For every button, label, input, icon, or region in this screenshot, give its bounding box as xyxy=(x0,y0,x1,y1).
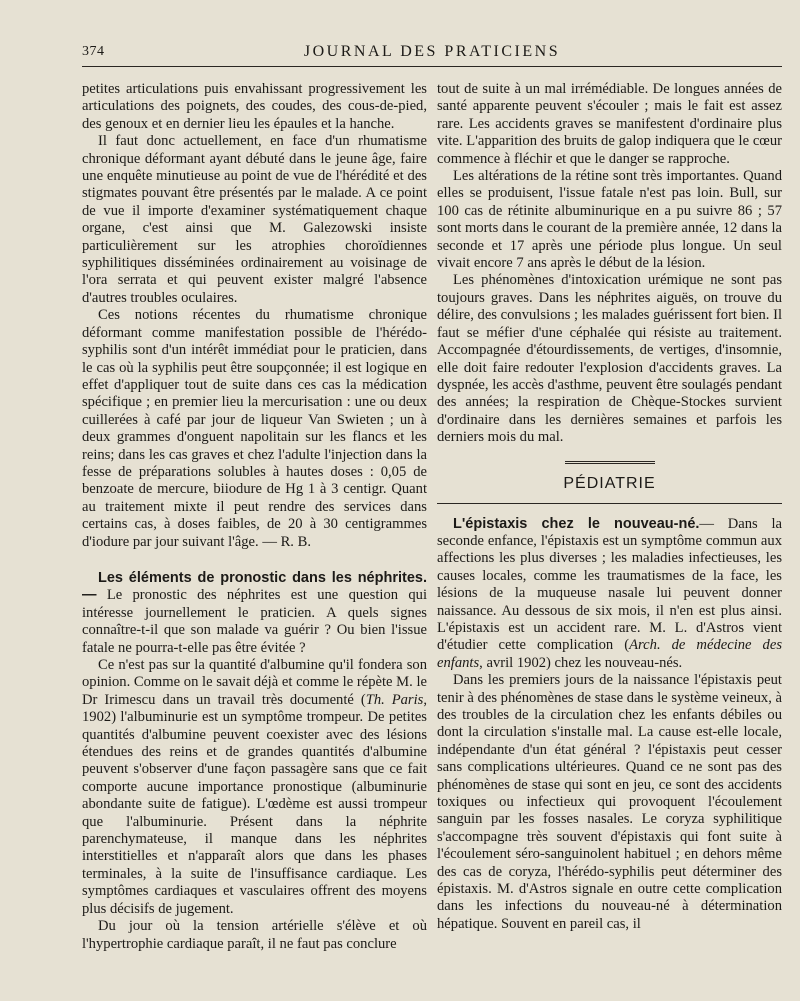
section-header-pediatrie xyxy=(437,461,782,504)
paragraph: tout de suite à un mal irrémédiable. De longues années de santé apparente peuvent s'écouler ; mais le fait est assez rare. Les accidents graves se manifestent d'ordinaire plus vite. L'apparition des bruits de galop indiquera que le cœur commence à fléchir et que le danger se rapproche. xyxy=(437,81,782,167)
rule-divider xyxy=(437,503,782,504)
right-column xyxy=(437,81,782,953)
paragraph: Ce n'est pas sur la quantité d'albumine qu'il fondera son opinion. Comme on le savait déjà et comme le répète M. le Dr Irimescu dans un travail très documenté (Th. Paris, 1902) l'albuminurie est un symptôme trompeur. De petites quantités d'albumine peuvent coexister avec des lésions étendues des reins et de grandes quantités d'albumine peuvent s'observer d'une façon passagère sans que ce fait comporte aucune importance pronostique (albuminurie abondante suite de fatigue). L'œdème est aussi trompeur que l'albuminurie. Présent dans la néphrite parenchymateuse, il manque dans les néphrites interstitielles et n'apparaît alors que dans les phases terminales, à la suite de l'insuffisance cardiaque. Les symptômes cardiaques et vasculaires offrent des moyens plus décisifs de jugement. xyxy=(82,657,427,917)
article-heading-epistaxis: L'épistaxis chez le nouveau-né.— Dans la seconde enfance, l'épistaxis est un symptôme commun aux affections les plus diverses ; les maladies infectieuses, les causes locales, comme les traumatismes de la face, les lésions de la muqueuse nasale lui peuvent donner naissance. Au dessous de six mois, il n'en est plus ainsi. L'épistaxis est un accident rare. M. L. d'Astros vient d'étudier cette complication (Arch. de médecine des enfants, avril 1902) chez les nouveau-nés. xyxy=(437,515,783,671)
page-number: 374 xyxy=(82,44,105,59)
article-heading-nephrites xyxy=(82,570,427,657)
page-header xyxy=(82,40,782,67)
paragraph: Les altérations de la rétine sont très importantes. Quand elles se produisent, l'issue fatale n'est pas loin. Bull, sur 100 cas de rétinite albuminurique en a pu suivre 86 ; 57 sont morts dans le courant de la première année, 12 dans la seconde et 17 après une période plus longue. Un seul vivait encore 7 ans après le début de la lésion. xyxy=(437,168,782,272)
two-column-body xyxy=(82,81,782,953)
paragraph: Le pronostic des néphrites est une question qui intéresse journellement le praticien. A quels signes connaître-t-il que son malade va guérir ? Ou bien l'issue fatale ne pourra-t-elle pas être évitée ? xyxy=(82,587,427,656)
citation: Th. Paris xyxy=(365,691,424,708)
running-title: JOURNAL DES PRATICIENS xyxy=(303,43,561,60)
paragraph: Les phénomènes d'intoxication urémique ne sont pas toujours graves. Dans les néphrites aiguës, on trouve du délire, des convulsions ; les malades guérissent fort bien. Il faut se méfier d'une céphalée qui résiste au traitement. Accompagnée d'étourdissements, de vertiges, d'insomnie, elle doit faire redouter l'explosion d'accidents graves. La dyspnée, les accès d'asthme, peuvent être soulagés pendant des années; la respiration de Chèque-Stockes survient d'ordinaire dans les dernières semaines et parfois les derniers mois du mal. xyxy=(437,272,782,446)
section-title: PÉDIATRIE xyxy=(563,474,656,492)
paragraph: Il faut donc actuellement, en face d'un rhumatisme chronique déformant ayant débuté dans le jeune âge, faire une enquête minutieuse au point de vue de l'hérédité et des stigmates pouvant être présentés par le malade. A ce point de vue il importe d'examiner systématiquement chaque organe, c'est ainsi que M. Galezowski insiste particulièrement sur les atrophies choroïdiennes syphilitiques disséminées ordinairement au voisinage de l'ora serrata et qui peuvent exister malgré l'absence d'autres troubles oculaires. xyxy=(82,133,427,306)
article-title: Les éléments de pronostic dans les néphrites. — xyxy=(82,569,427,604)
paragraph: Ces notions récentes du rhumatisme chronique déformant comme manifestation possible de l'hérédo-syphilis sont d'un intérêt immédiat pour le praticien, dans le cas où la syphilis peut être soupçonnée; il est logique en effet d'appliquer tout de suite dans ces cas la médication spécifique ; en premier lieu la mercurisation : une ou deux cuillerées à café par jour de liqueur Van Swieten ; un à deux grammes d'onguent napolitain sur les flancs et les reins; dans les cas graves et chez l'adulte l'injection dans la fesse de préparations solubles à hautes doses : 0,05 de benzoate de mercure, biiodure de Hg 1 à 3 centigr. Quant au traitement mixte il peut rendre des services dans certains cas, à doses faibles, de 20 à 30 centigrammes d'iodure par jour suivant l'âge. — R. B. xyxy=(82,307,427,550)
paragraph: petites articulations puis envahissant progressivement les articulations des poignets, des coudes, des cous-de-pied, des genoux et en dernier lieu les épaules et la hanche. xyxy=(82,81,427,132)
paragraph: Du jour où la tension artérielle s'élève et où l'hypertrophie cardiaque paraît, il ne faut pas conclure xyxy=(82,918,427,952)
paragraph: Dans les premiers jours de la naissance l'épistaxis peut tenir à des phénomènes de stase dans le système veineux, à des troubles de la circulation chez les enfants débiles ou dont la circulation s'installe mal. La cause est-elle locale, indépendante d'un état général ? l'épistaxis peut cesser sans complications ultérieures. Quand ce ne sont pas des phénomènes de stase qui sont en jeu, ce sont des accidents toxiques ou infectieux qui provoquent l'écoulement sanguin par les fosses nasales. Le coryza syphilitique s'accompagne très souvent d'épistaxis qui font suite à l'écoulement séro-sanguinolent habituel ; en dehors même des cas de coryza, l'hérédo-syphilis peut déterminer des épistaxis. M. d'Astros signale en outre cette complication dans les infections du nouveau-né à détermination hépatique. Souvent en pareil cas, il xyxy=(437,672,782,932)
left-column xyxy=(82,81,427,953)
article-title: L'épistaxis chez le nouveau-né. xyxy=(453,515,700,532)
citation: Arch. de médecine des enfants xyxy=(437,637,783,671)
double-rule-divider xyxy=(565,461,655,464)
